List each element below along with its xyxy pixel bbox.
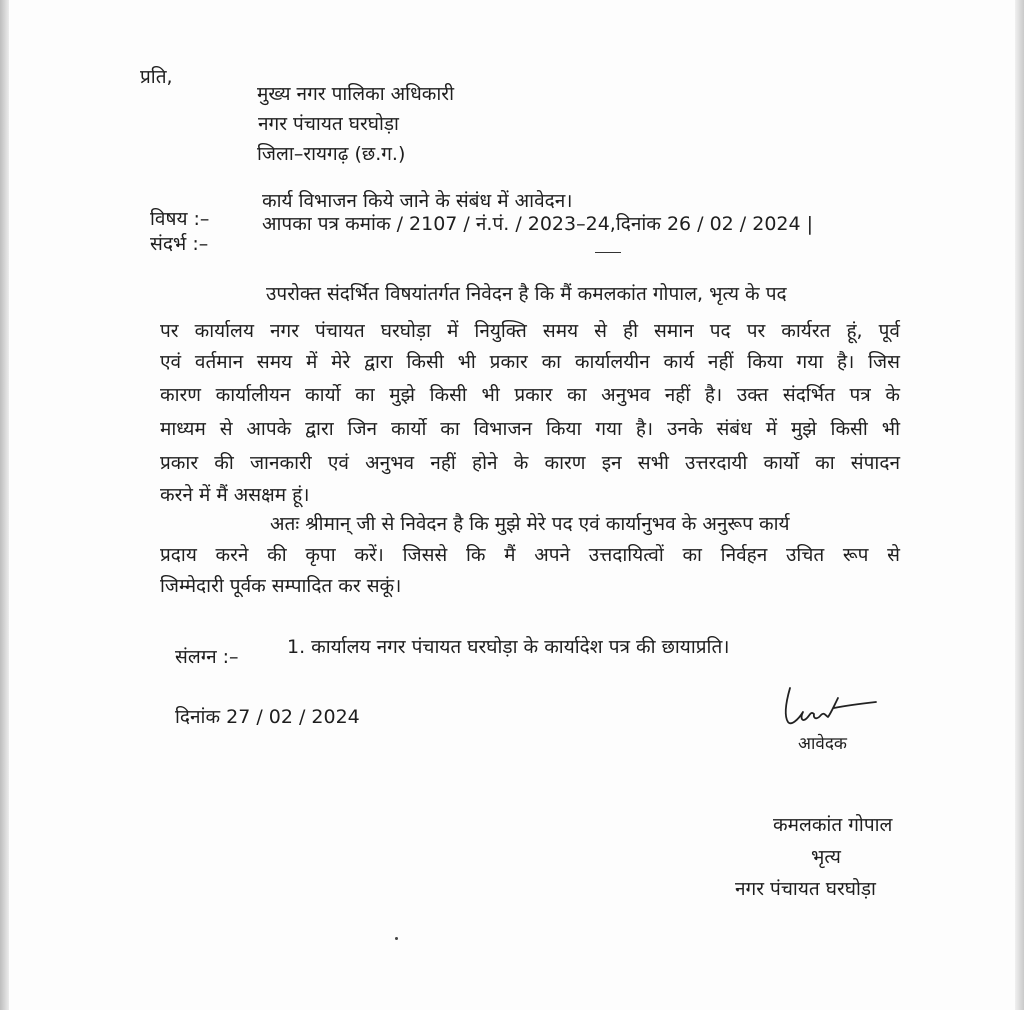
body-p1-line-4: कारण कार्यालीयन कार्यो का मुझे किसी भी प्रकार का अनुभव नहीं है। उक्त संदर्भित पत्र के (160, 384, 900, 406)
body-p1-line-1: उपरोक्त संदर्भित विषयांतर्गत निवेदन है कि मैं कमलकांत गोपाल, भृत्य के पद (266, 283, 787, 305)
enclosure-item: 1. कार्यालय नगर पंचायत घरघोड़ा के कार्यादेश पत्र की छायाप्रति। (287, 636, 730, 658)
reference-text: आपका पत्र कमांक / 2107 / नं.पं. / 2023–24,दिनांक 26 / 02 / 2024 | (262, 213, 814, 235)
subject-label: विषय :– (150, 208, 210, 230)
enclosure-label: संलग्न :– (175, 646, 239, 668)
body-p1-line-6: प्रकार की जानकारी एवं अनुभव नहीं होने के कारण इन सभी उत्तरदायी कार्यो का संपादन (160, 452, 900, 474)
signature-caption: आवेदक (798, 734, 847, 754)
sender-designation: भृत्य (811, 846, 841, 868)
recipient-line-2: नगर पंचायत घरघोड़ा (258, 113, 399, 135)
body-p1-line-3: एवं वर्तमान समय में मेरे द्वारा किसी भी प्रकार का कार्यालयीन कार्य नहीं किया गया है। जिस (160, 351, 900, 373)
body-p2-line-2: प्रदाय करने की कृपा करें। जिससे कि मैं अपने उत्तदायित्वों का निर्वहन उचित रूप से (160, 544, 900, 566)
salutation: प्रति, (140, 66, 173, 88)
letter-date: दिनांक 27 / 02 / 2024 (175, 706, 360, 728)
signature-text: Lant (836, 711, 863, 725)
reference-label: संदर्भ :– (150, 233, 209, 255)
scan-speck (395, 937, 398, 940)
body-p1-line-2: पर कार्यालय नगर पंचायत घरघोड़ा में नियुक्ति समय से ही समान पद पर कार्यरत हूं, पूर्व (160, 320, 900, 342)
sender-office: नगर पंचायत घरघोड़ा (735, 878, 876, 900)
sender-name: कमलकांत गोपाल (773, 814, 893, 836)
body-p2-line-1: अतः श्रीमान् जी से निवेदन है कि मुझे मेरे पद एवं कार्यानुभव के अनुरूप कार्य (270, 513, 790, 535)
body-p2-line-3: जिम्मेदारी पूर्वक सम्पादित कर सकूं। (160, 575, 402, 597)
subject-text: कार्य विभाजन किये जाने के संबंध में आवेदन। (262, 190, 573, 212)
body-p1-line-7: करने में मैं असक्षम हूं। (160, 484, 310, 506)
recipient-line-3: जिला–रायगढ़ (छ.ग.) (257, 143, 406, 165)
scan-edge-right (1015, 0, 1024, 1010)
recipient-line-1: मुख्य नगर पालिका अधिकारी (257, 83, 454, 105)
body-p1-line-5: माध्यम से आपके द्वारा जिन कार्यो का विभाजन किया गया है। उनके संबंध में मुझे किसी भी (160, 418, 900, 440)
reference-underline (595, 252, 621, 253)
scan-edge-left (0, 0, 9, 1010)
